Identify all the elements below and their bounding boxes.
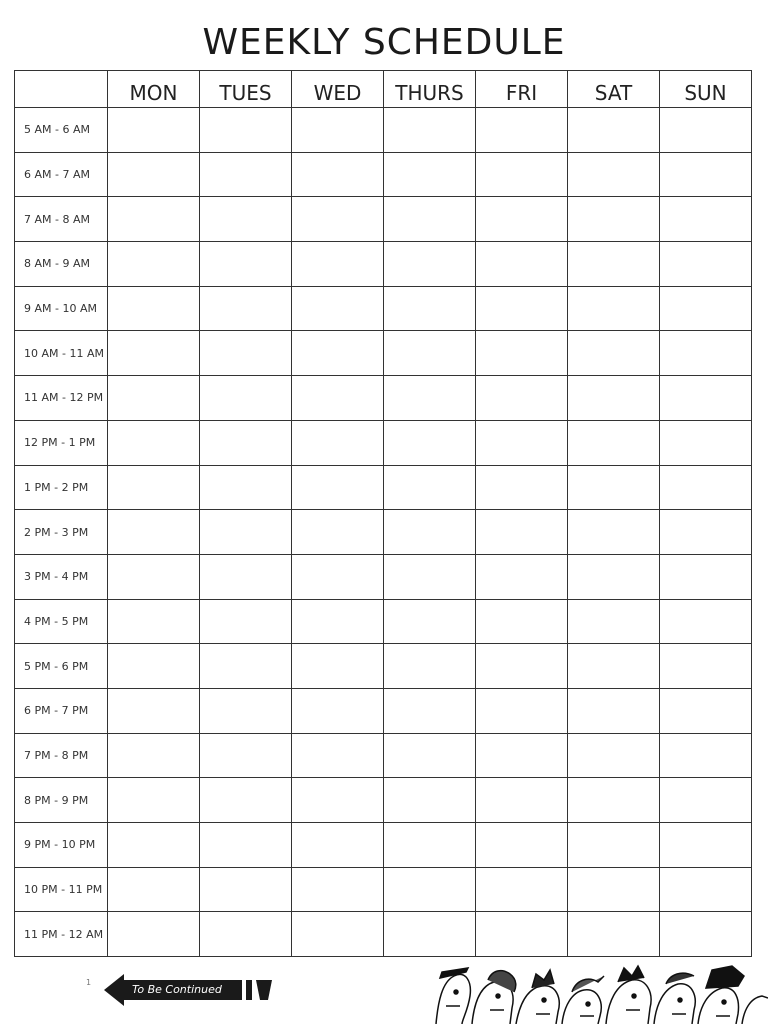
schedule-row [15,867,752,912]
weekly-schedule-table [14,70,752,957]
schedule-cell-mon[interactable] [108,420,200,465]
time-slot-label: 3 PM - 4 PM [15,554,108,599]
time-slot-label: 8 AM - 9 AM [15,242,108,287]
schedule-cell-sun[interactable] [660,197,752,242]
schedule-cell-sun[interactable] [660,331,752,376]
schedule-cell-mon[interactable] [108,778,200,823]
schedule-cell-wed[interactable] [292,554,384,599]
schedule-row [15,286,752,331]
schedule-cell-sat[interactable] [568,823,660,868]
schedule-cell-wed[interactable] [292,331,384,376]
schedule-cell-tues[interactable] [200,599,292,644]
schedule-cell-wed[interactable] [292,242,384,287]
schedule-cell-tues[interactable] [200,733,292,778]
schedule-cell-fri[interactable] [476,733,568,778]
schedule-cell-thurs[interactable] [384,510,476,555]
schedule-row [15,197,752,242]
time-slot-label: 4 PM - 5 PM [15,599,108,644]
time-slot-label: 7 PM - 8 PM [15,733,108,778]
schedule-cell-mon[interactable] [108,108,200,153]
schedule-cell-sat[interactable] [568,778,660,823]
schedule-cell-mon[interactable] [108,823,200,868]
schedule-cell-sun[interactable] [660,733,752,778]
schedule-cell-fri[interactable] [476,823,568,868]
schedule-cell-mon[interactable] [108,599,200,644]
schedule-cell-sat[interactable] [568,867,660,912]
time-slot-label: 2 PM - 3 PM [15,510,108,555]
time-slot-label: 6 AM - 7 AM [15,152,108,197]
schedule-cell-thurs[interactable] [384,376,476,421]
schedule-cell-thurs[interactable] [384,912,476,957]
time-slot-label: 10 AM - 11 AM [15,331,108,376]
schedule-cell-wed[interactable] [292,376,384,421]
schedule-cell-wed[interactable] [292,197,384,242]
schedule-cell-wed[interactable] [292,599,384,644]
schedule-cell-tues[interactable] [200,554,292,599]
schedule-cell-mon[interactable] [108,465,200,510]
schedule-cell-tues[interactable] [200,644,292,689]
schedule-cell-fri[interactable] [476,376,568,421]
schedule-cell-sat[interactable] [568,197,660,242]
schedule-cell-thurs[interactable] [384,644,476,689]
schedule-cell-sun[interactable] [660,108,752,153]
schedule-cell-tues[interactable] [200,197,292,242]
schedule-cell-thurs[interactable] [384,554,476,599]
schedule-cell-thurs[interactable] [384,420,476,465]
schedule-cell-wed[interactable] [292,778,384,823]
schedule-cell-fri[interactable] [476,912,568,957]
schedule-cell-wed[interactable] [292,510,384,555]
schedule-cell-mon[interactable] [108,688,200,733]
page-mark: 1 [86,978,92,987]
schedule-cell-thurs[interactable] [384,108,476,153]
schedule-cell-mon[interactable] [108,867,200,912]
schedule-cell-wed[interactable] [292,733,384,778]
schedule-cell-fri[interactable] [476,554,568,599]
day-header-mon: MON [108,71,200,108]
schedule-cell-tues[interactable] [200,420,292,465]
time-slot-label: 5 AM - 6 AM [15,108,108,153]
schedule-row [15,823,752,868]
schedule-cell-thurs[interactable] [384,152,476,197]
schedule-cell-thurs[interactable] [384,286,476,331]
schedule-cell-tues[interactable] [200,688,292,733]
schedule-cell-sat[interactable] [568,108,660,153]
time-slot-label: 8 PM - 9 PM [15,778,108,823]
schedule-cell-sat[interactable] [568,510,660,555]
schedule-cell-tues[interactable] [200,331,292,376]
schedule-cell-mon[interactable] [108,644,200,689]
schedule-row [15,510,752,555]
schedule-row [15,554,752,599]
schedule-row [15,688,752,733]
schedule-cell-wed[interactable] [292,823,384,868]
schedule-row [15,108,752,153]
schedule-cell-tues[interactable] [200,510,292,555]
schedule-cell-thurs[interactable] [384,331,476,376]
schedule-cell-fri[interactable] [476,510,568,555]
schedule-cell-sat[interactable] [568,644,660,689]
schedule-cell-tues[interactable] [200,286,292,331]
schedule-cell-wed[interactable] [292,644,384,689]
time-slot-label: 9 PM - 10 PM [15,823,108,868]
time-slot-label: 9 AM - 10 AM [15,286,108,331]
schedule-cell-thurs[interactable] [384,733,476,778]
schedule-cell-tues[interactable] [200,242,292,287]
schedule-cell-fri[interactable] [476,331,568,376]
schedule-cell-fri[interactable] [476,867,568,912]
day-header-thurs: THURS [384,71,476,108]
schedule-cell-thurs[interactable] [384,599,476,644]
schedule-cell-tues[interactable] [200,465,292,510]
schedule-cell-fri[interactable] [476,152,568,197]
schedule-cell-sun[interactable] [660,242,752,287]
day-header-fri: FRI [476,71,568,108]
schedule-cell-fri[interactable] [476,644,568,689]
schedule-row [15,331,752,376]
schedule-cell-fri[interactable] [476,242,568,287]
corner-cell [15,71,108,108]
schedule-cell-fri[interactable] [476,108,568,153]
schedule-cell-sat[interactable] [568,331,660,376]
to-be-continued-arrow [102,970,272,1010]
schedule-cell-wed[interactable] [292,152,384,197]
schedule-cell-wed[interactable] [292,465,384,510]
time-slot-label: 11 PM - 12 AM [15,912,108,957]
schedule-cell-mon[interactable] [108,554,200,599]
schedule-cell-sun[interactable] [660,554,752,599]
schedule-row [15,644,752,689]
schedule-cell-sat[interactable] [568,465,660,510]
day-header-sun: SUN [660,71,752,108]
schedule-cell-sat[interactable] [568,152,660,197]
time-slot-label: 12 PM - 1 PM [15,420,108,465]
schedule-cell-sun[interactable] [660,286,752,331]
schedule-cell-sat[interactable] [568,688,660,733]
schedule-cell-thurs[interactable] [384,465,476,510]
schedule-cell-tues[interactable] [200,912,292,957]
schedule-cell-wed[interactable] [292,912,384,957]
schedule-cell-wed[interactable] [292,108,384,153]
schedule-cell-mon[interactable] [108,331,200,376]
schedule-cell-tues[interactable] [200,867,292,912]
time-slot-label: 11 AM - 12 PM [15,376,108,421]
schedule-cell-sun[interactable] [660,688,752,733]
schedule-cell-thurs[interactable] [384,778,476,823]
schedule-cell-sun[interactable] [660,644,752,689]
schedule-cell-sun[interactable] [660,376,752,421]
schedule-row [15,733,752,778]
schedule-cell-sun[interactable] [660,510,752,555]
schedule-cell-sat[interactable] [568,912,660,957]
page-title: WEEKLY SCHEDULE [202,22,566,63]
schedule-cell-mon[interactable] [108,376,200,421]
schedule-cell-fri[interactable] [476,420,568,465]
schedule-cell-tues[interactable] [200,108,292,153]
schedule-row [15,778,752,823]
time-slot-label: 1 PM - 2 PM [15,465,108,510]
schedule-cell-sat[interactable] [568,733,660,778]
schedule-cell-mon[interactable] [108,912,200,957]
schedule-cell-wed[interactable] [292,420,384,465]
schedule-cell-sat[interactable] [568,286,660,331]
schedule-row [15,912,752,957]
day-header-sat: SAT [568,71,660,108]
schedule-cell-wed[interactable] [292,867,384,912]
schedule-cell-sat[interactable] [568,599,660,644]
schedule-cell-sun[interactable] [660,152,752,197]
day-header-wed: WED [292,71,384,108]
schedule-cell-sun[interactable] [660,599,752,644]
schedule-cell-sun[interactable] [660,867,752,912]
schedule-cell-mon[interactable] [108,242,200,287]
schedule-row [15,152,752,197]
schedule-cell-tues[interactable] [200,376,292,421]
schedule-cell-sat[interactable] [568,376,660,421]
schedule-cell-mon[interactable] [108,733,200,778]
schedule-cell-wed[interactable] [292,688,384,733]
schedule-cell-fri[interactable] [476,286,568,331]
schedule-cell-sun[interactable] [660,912,752,957]
schedule-cell-thurs[interactable] [384,823,476,868]
schedule-cell-sat[interactable] [568,242,660,287]
schedule-cell-sun[interactable] [660,465,752,510]
schedule-row [15,242,752,287]
schedule-cell-sat[interactable] [568,420,660,465]
time-slot-label: 5 PM - 6 PM [15,644,108,689]
time-slot-label: 7 AM - 8 AM [15,197,108,242]
schedule-cell-sun[interactable] [660,823,752,868]
schedule-cell-thurs[interactable] [384,197,476,242]
day-header-tues: TUES [200,71,292,108]
schedule-cell-fri[interactable] [476,688,568,733]
schedule-cell-fri[interactable] [476,197,568,242]
schedule-cell-thurs[interactable] [384,867,476,912]
schedule-row [15,420,752,465]
schedule-cell-fri[interactable] [476,465,568,510]
to-be-continued-label: To Be Continued [132,983,222,996]
schedule-cell-sun[interactable] [660,420,752,465]
schedule-cell-mon[interactable] [108,152,200,197]
schedule-cell-thurs[interactable] [384,242,476,287]
schedule-row [15,599,752,644]
schedule-row [15,376,752,421]
schedule-cell-mon[interactable] [108,510,200,555]
schedule-cell-mon[interactable] [108,197,200,242]
time-slot-label: 10 PM - 11 PM [15,867,108,912]
schedule-cell-mon[interactable] [108,286,200,331]
schedule-cell-sun[interactable] [660,778,752,823]
time-slot-label: 6 PM - 7 PM [15,688,108,733]
schedule-cell-tues[interactable] [200,778,292,823]
anime-characters-illustration-icon [432,962,768,1024]
header-row [15,71,752,108]
schedule-cell-fri[interactable] [476,778,568,823]
schedule-cell-fri[interactable] [476,599,568,644]
schedule-cell-tues[interactable] [200,152,292,197]
schedule-cell-sat[interactable] [568,554,660,599]
schedule-row [15,465,752,510]
schedule-cell-thurs[interactable] [384,688,476,733]
schedule-cell-wed[interactable] [292,286,384,331]
schedule-cell-tues[interactable] [200,823,292,868]
